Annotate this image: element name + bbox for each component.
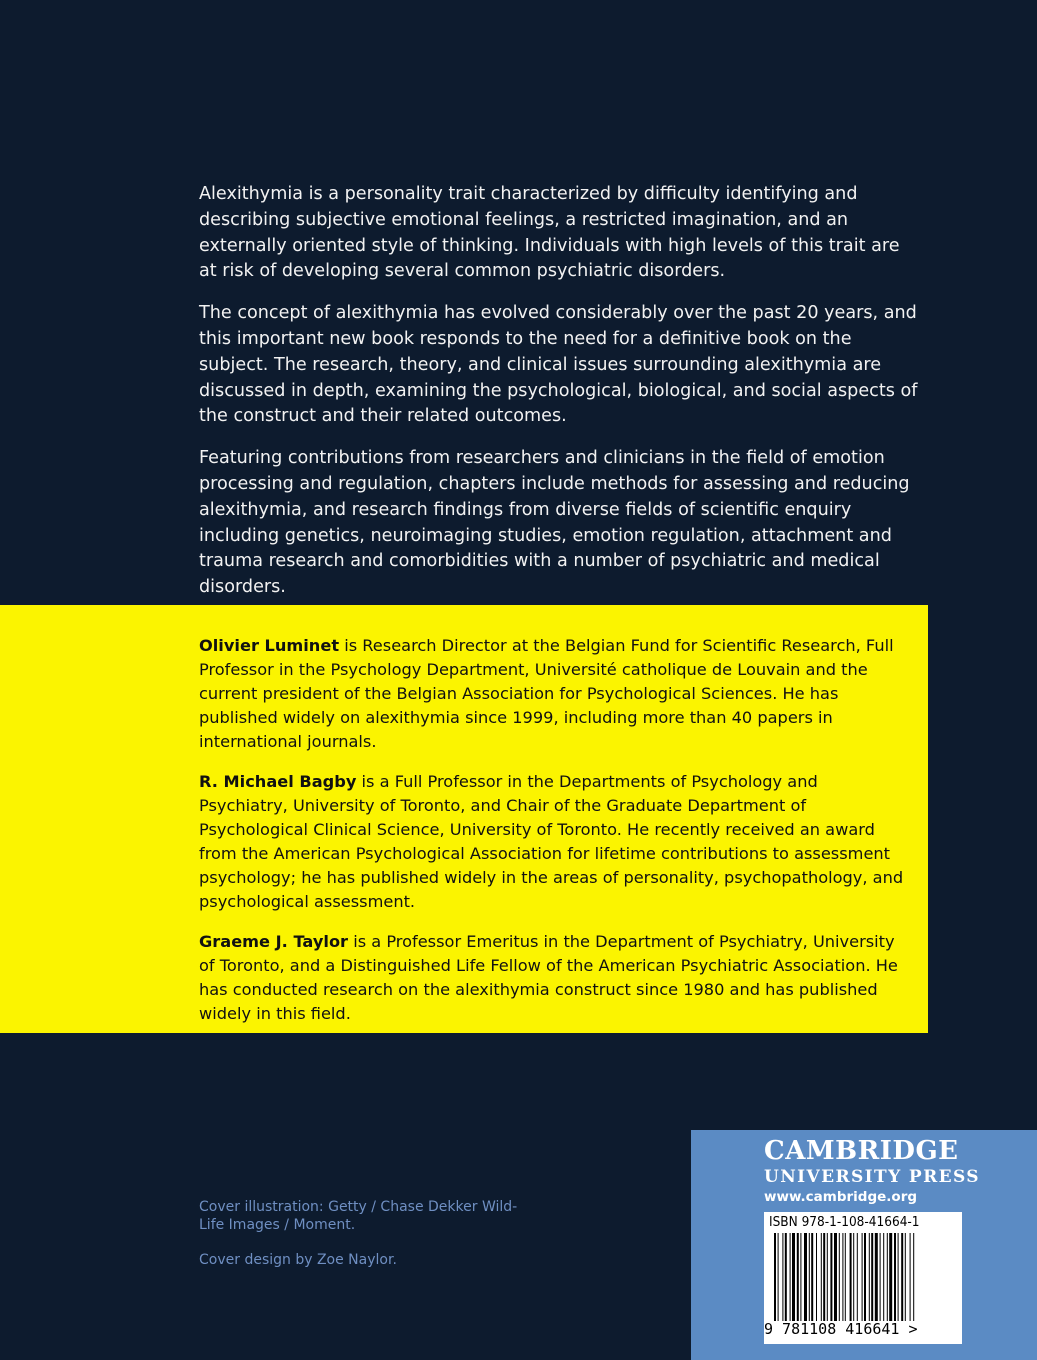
description-paragraph-3: Featuring contributions from researchers and clinicians in the field of emotion processing and regulation, chapters include methods for assessing and reducing alexithymia, and research findings from diverse fields of scientific enquiry including genetics, neuroimaging studies, emotion regulation, attachment and trauma research and comorbidities with a number of psychiatric and medical disorders. (199, 448, 910, 598)
barcode-label (764, 1212, 962, 1344)
barcode-icon (774, 1233, 954, 1321)
description-paragraph-1: Alexithymia is a personality trait characterized by difficulty identifying and describing subjective emotional feelings, a restricted imagination, and an externally oriented style of thinking. Individuals with high levels of this trait are at risk of developing several common psychiatric disorders. (199, 184, 900, 282)
illustration-credit: Cover illustration: Getty / Chase Dekker Wild-Life Images / Moment. (199, 1199, 518, 1233)
author-bio-taylor (199, 930, 909, 1026)
author-bio-text: is Research Director at the Belgian Fund for Scientific Research, Full Professor in the Psychology Department, Université catholique de Louvain and the current president of the Belgian Association for Psychological Sciences. He has published widely on alexithymia since 1999, including more than 40 papers in international journals. (199, 636, 894, 751)
publisher-url: www.cambridge.org (764, 1189, 918, 1205)
cover-credits (199, 1198, 539, 1286)
author-name: Olivier Luminet (199, 636, 340, 655)
isbn-text: ISBN 978-1-108-41664-1 (769, 1214, 920, 1230)
author-name: Graeme J. Taylor (199, 932, 349, 951)
publisher-logo-name: CAMBRIDGE (764, 1136, 959, 1166)
author-bio-text: is a Professor Emeritus in the Department of Psychiatry, University of Toronto, and a Distinguished Life Fellow of the American Psychiatric Association. He has conducted research on the alexithymia construct since 1980 and has published widely in this field. (199, 932, 898, 1023)
author-panel (0, 605, 928, 1033)
barcode-digits: 9 781108 416641 > (764, 1320, 918, 1338)
publisher-block (691, 1130, 1037, 1360)
publisher-logo-press: UNIVERSITY PRESS (764, 1167, 980, 1187)
author-bios (199, 634, 909, 1042)
author-bio-text: is a Full Professor in the Departments of Psychology and Psychiatry, University of Toronto, and Chair of the Graduate Department of Psychological Clinical Science, University of Toronto. He recently received an award from the American Psychological Association for lifetime contributions to assessment psychology; he has published widely in the areas of personality, psychopathology, and psychological assessment. (199, 772, 904, 911)
author-bio-bagby (199, 770, 909, 914)
author-bio-luminet (199, 634, 909, 754)
design-credit: Cover design by Zoe Naylor. (199, 1252, 397, 1268)
description (199, 182, 919, 617)
description-paragraph-2: The concept of alexithymia has evolved considerably over the past 20 years, and this important new book responds to the need for a definitive book on the subject. The research, theory, and clinical issues surrounding alexithymia are discussed in depth, examining the psychological, biological, and social aspects of the construct and their related outcomes. (199, 303, 918, 427)
author-name: R. Michael Bagby (199, 772, 357, 791)
